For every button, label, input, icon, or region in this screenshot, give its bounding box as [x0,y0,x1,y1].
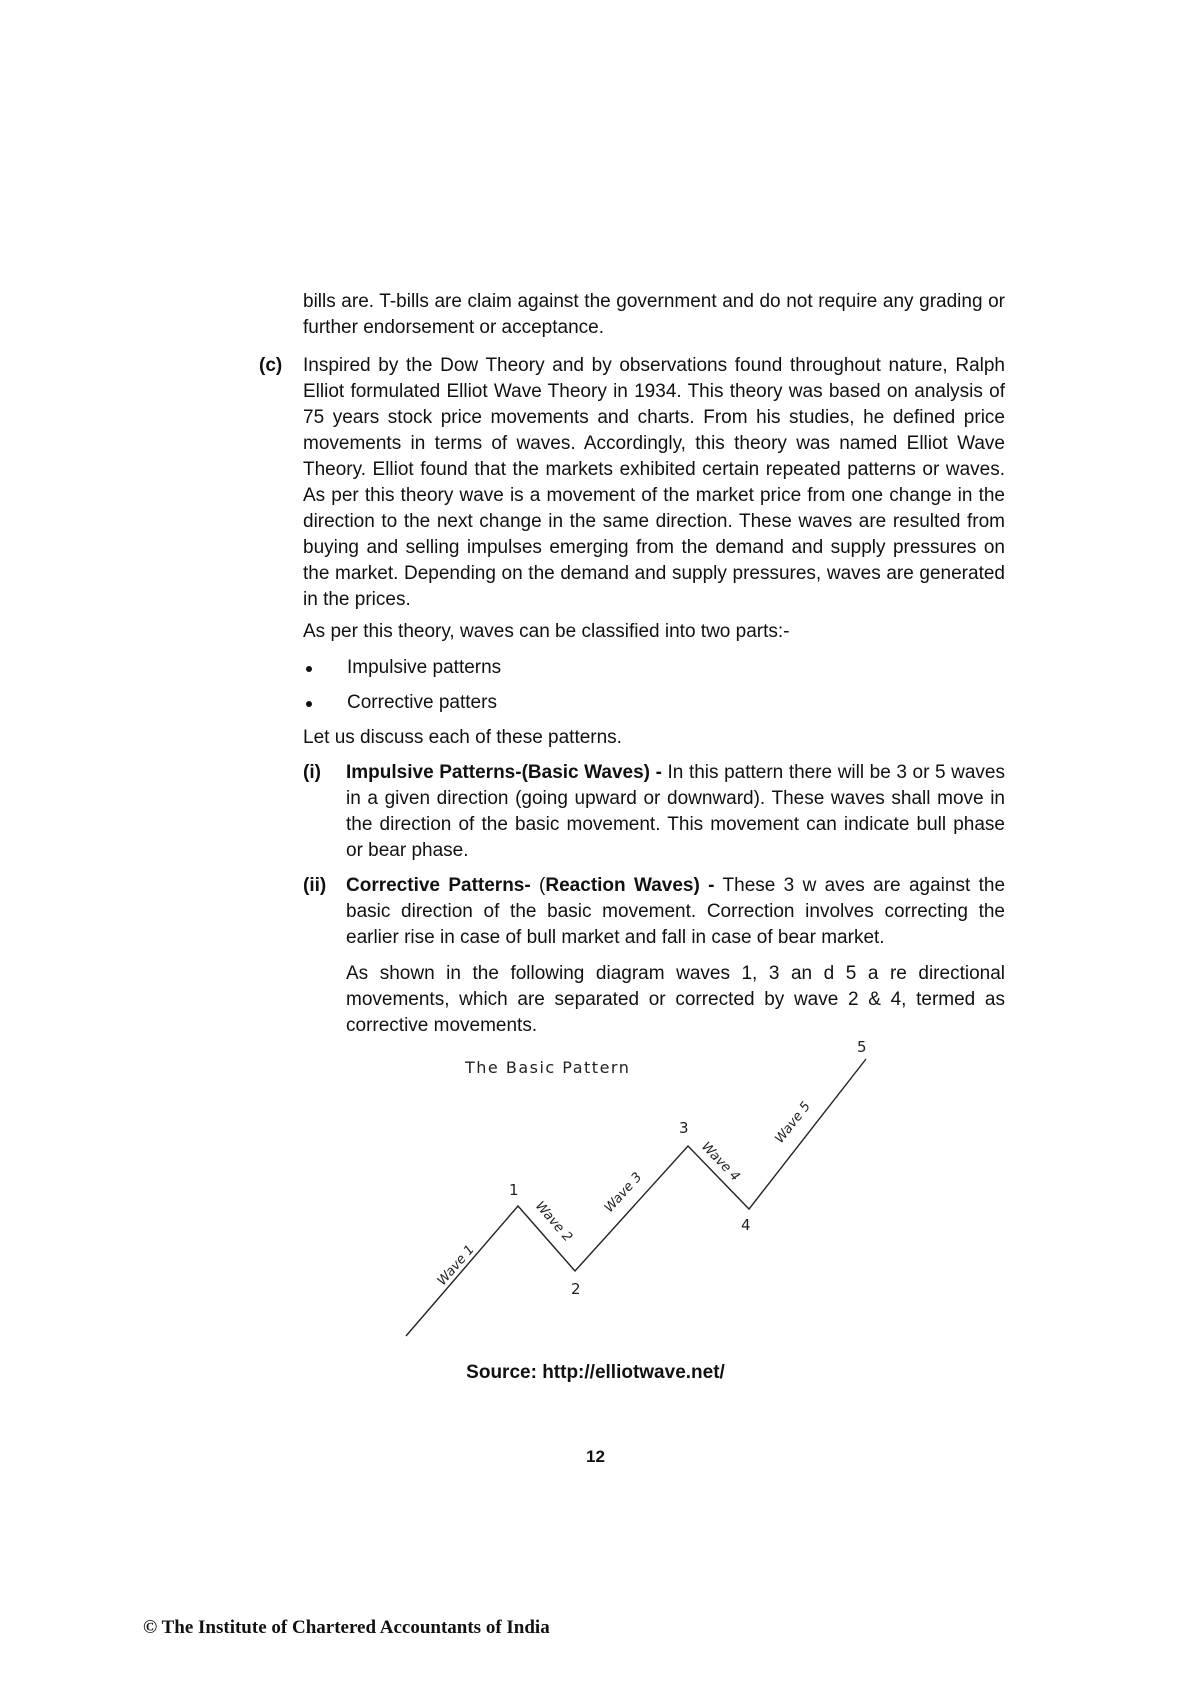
wave-3-label: Wave 3 [601,1169,646,1216]
wave-5-label: Wave 5 [772,1099,814,1147]
item-i-title: Impulsive Patterns-(Basic Waves) - [346,762,662,783]
item-i-label: (i) [303,762,321,783]
bullet-corrective [306,690,906,716]
copyright-footer: © The Institute of Chartered Accountants of India [143,1617,550,1638]
item-i-paragraph [346,760,1005,864]
wave-path [406,1059,866,1336]
figure-title: The Basic Pattern [465,1058,631,1077]
point-5-label: 5 [857,1040,867,1056]
wave-2-label: Wave 2 [531,1198,575,1246]
item-ii-label: (ii) [303,875,327,896]
classification-intro: As per this theory, waves can be classified into two parts:- [303,621,790,642]
section-c-paragraph: Inspired by the Dow Theory and by observations found throughout nature, Ralph Elliot formulated Elliot Wave Theory in 1934. This theory was based on analysis of 75 years stock price movements and charts. From his studies, he defined price movements in terms of waves. Accordingly, this theory was named Elliot Wave Theory. Elliot found that the markets exhibited certain repeated patterns or waves. As per this theory wave is a movement of the market price from one change in the direction to the next change in the same direction. These waves are resulted from buying and selling impulses emerging from the demand and supply pressures on the market. Depending on the demand and supply pressures, waves are generated in the prices. [303,355,1005,610]
diagram-intro-paragraph: As shown in the following diagram waves 1, 3 an d 5 a re directional movements, which are separated or corrected by wave 2 & 4, termed as corrective movements. [346,963,1005,1036]
page-number: 12 [586,1447,605,1466]
elliott-wave-figure [400,1040,880,1340]
wave-1-label: Wave 1 [434,1242,478,1289]
item-ii-text: These 3 w aves are against the basic direction of the basic movement. Correction involves correcting the earlier rise in case of bull market and fall in case of bear market. [346,875,1006,948]
item-ii-paragraph: Corrective Patterns- (Reaction Waves) - These 3 w aves are against the basic direction of the basic movement. Correction involves correcting the earlier rise in case of bull market and fall in case of bear market. [346,875,1006,948]
intro-continued-paragraph: bills are. T-bills are claim against the government and do not require any grading or further endorsement or acceptance. [303,291,1005,338]
bullet-impulsive [306,655,906,681]
figure-source: Source: http://elliotwave.net/ [466,1362,725,1383]
item-i-text: In this pattern there will be 3 or 5 waves in a given direction (going upward or downward). These waves shall move in the direction of the basic movement. This movement can indicate bull phase or bear phase. [346,762,1006,861]
point-1-label: 1 [509,1181,519,1199]
section-c-label: (c) [259,355,283,376]
point-2-label: 2 [571,1280,581,1298]
bullet-dot-icon [306,701,312,707]
bullet-text: Impulsive patterns [347,657,502,678]
item-ii-title-part2: Reaction Waves) - [545,875,715,896]
elliott-wave-diagram [400,1040,880,1340]
point-3-label: 3 [679,1119,689,1137]
wave-4-label: Wave 4 [698,1139,743,1185]
point-4-label: 4 [741,1216,751,1234]
bullet-dot-icon [306,666,312,672]
item-ii-title-part1: Corrective Patterns- [346,875,531,896]
discuss-intro: Let us discuss each of these patterns. [303,727,622,748]
bullet-text: Corrective patters [347,692,497,713]
